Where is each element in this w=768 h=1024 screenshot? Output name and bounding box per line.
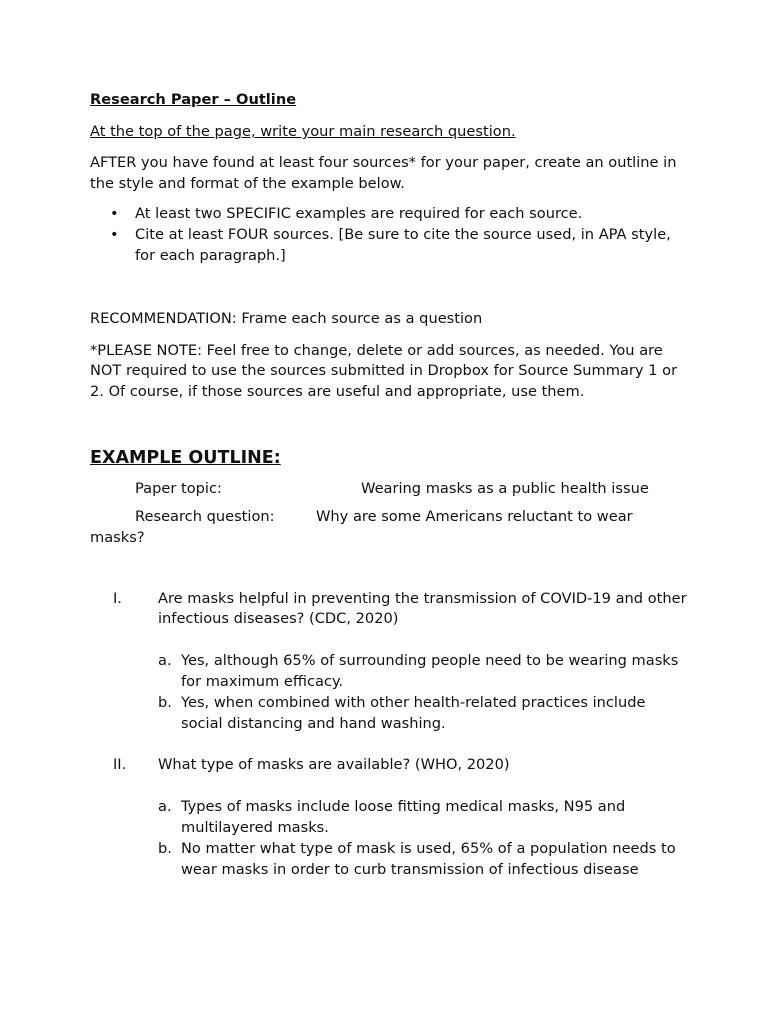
- list-item: [158, 797, 690, 839]
- list-item-text: Cite at least FOUR sources. [Be sure to cite the source used, in APA style, for each paragraph.]: [135, 226, 671, 264]
- after-paragraph: AFTER you have found at least four sources* for your paper, create an outline in the style and format of the example below.: [90, 153, 677, 192]
- section-points: [158, 797, 690, 880]
- list-item: [90, 225, 690, 267]
- example-outline-heading: EXAMPLE OUTLINE:: [90, 447, 281, 468]
- section-question: What type of masks are available? (WHO, 2020): [158, 756, 510, 774]
- research-question-label: Research question:: [135, 507, 275, 525]
- list-item-text: At least two SPECIFIC examples are required for each source.: [135, 205, 583, 223]
- example-outline: [90, 589, 690, 881]
- recommendation: RECOMMENDATION: Frame each source as a question: [90, 309, 483, 327]
- list-item: [158, 651, 690, 693]
- point-text: Yes, when combined with other health-related practices include social distancing and hand washing.: [181, 693, 646, 732]
- point-text: Yes, although 65% of surrounding people need to be wearing masks for maximum efficacy.: [181, 652, 679, 690]
- research-question-value: Why are some Americans reluctant to wear masks?: [90, 507, 633, 546]
- document-title: Research Paper – Outline: [90, 91, 297, 108]
- point-letter: a.: [158, 652, 172, 670]
- outline-section: [90, 589, 690, 735]
- outline-section: [90, 755, 690, 880]
- point-letter: b.: [158, 693, 172, 711]
- paper-topic-row: [90, 479, 690, 500]
- instruction-line: At the top of the page, write your main research question.: [90, 123, 516, 140]
- requirements-list: [90, 204, 690, 266]
- section-question: Are masks helpful in preventing the transmission of COVID-19 and other infectious diseases? (CDC, 2020): [158, 589, 687, 628]
- section-numeral: I.: [113, 589, 122, 607]
- list-item: [158, 693, 690, 735]
- document-body: [90, 90, 690, 880]
- section-numeral: II.: [113, 756, 127, 774]
- point-text: No matter what type of mask is used, 65% of a population needs to wear masks in order to curb transmission of infectious disease: [181, 839, 676, 878]
- please-note: *PLEASE NOTE: Feel free to change, delete or add sources, as needed. You are NOT required to use the sources submitted in Dropbox for Source Summary 1 or 2. Of course, if those sources are useful and appropriate, use them.: [90, 341, 678, 401]
- list-item: [90, 204, 690, 225]
- point-letter: b.: [158, 839, 172, 857]
- section-points: [158, 651, 690, 734]
- list-item: [158, 839, 690, 881]
- paper-topic-value: Wearing masks as a public health issue: [361, 479, 649, 497]
- paper-topic-label: Paper topic:: [135, 479, 222, 497]
- research-question-row: [90, 507, 690, 549]
- bullet-icon: •: [110, 205, 119, 223]
- point-letter: a.: [158, 798, 172, 816]
- point-text: Types of masks include loose fitting medical masks, N95 and multilayered masks.: [181, 798, 626, 836]
- bullet-icon: •: [110, 226, 119, 244]
